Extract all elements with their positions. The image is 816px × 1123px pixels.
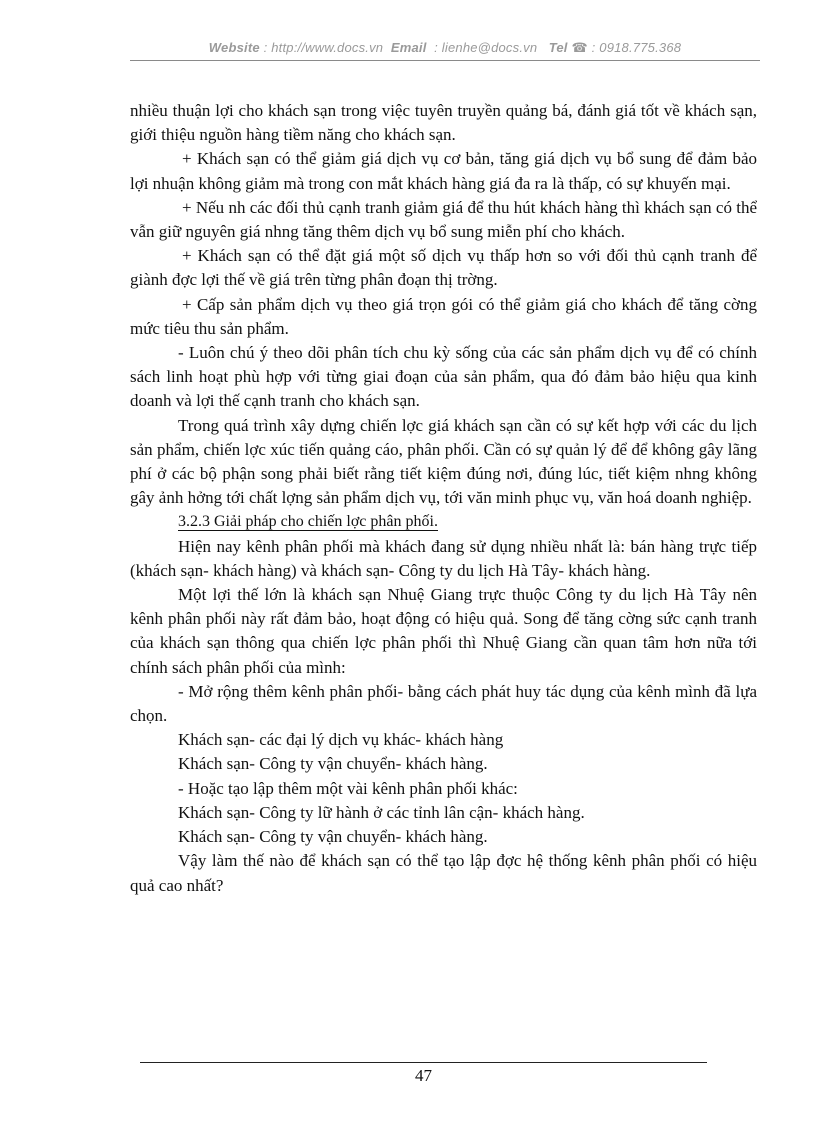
paragraph: + Nếu nh các đối thủ cạnh tranh giảm giá để thu hút khách hàng thì khách sạn có thể vẫn giữ nguyên giá nhng tăng thêm dịch vụ bổ sung miễn phí cho khách.	[130, 197, 757, 242]
paragraph: Khách sạn- các đại lý dịch vụ khác- khách hàng	[178, 730, 504, 750]
paragraph: - Mở rộng thêm kênh phân phối- bằng cách phát huy tác dụng của kênh mình đã lựa chọn.	[130, 681, 757, 726]
paragraph: - Luôn chú ý theo dõi phân tích chu kỳ sống của các sản phẩm dịch vụ để có chính sách linh hoạt phù hợp với từng giai đoạn của sản phẩm, qua đó đảm bảo hiệu qua kinh doanh và lợi thế cạnh tranh cho khách sạn.	[130, 343, 757, 411]
website-label: Website	[208, 40, 260, 55]
paragraph: Khách sạn- Công ty lữ hành ở các tỉnh lân cận- khách hàng.	[178, 802, 585, 822]
section-heading-text: 3.2.3 Giải pháp cho chiến lợc phân phối.	[178, 513, 438, 531]
paragraph: Một lợi thế lớn là khách sạn Nhuệ Giang trực thuộc Công ty du lịch Hà Tây nên kênh phân phối này rất đảm bảo, hoạt động có hiệu quả. Song để tăng cờng sức cạnh tranh của khách sạn thông qua chiến lợc phân phối thì Nhuệ Giang cần quan tâm hơn nữa tới chính sách phân phối của mình:	[130, 585, 757, 677]
footer-divider	[140, 1062, 707, 1063]
paragraph: + Khách sạn có thể đặt giá một số dịch vụ thấp hơn so với đối thủ cạnh tranh để giành đợc lợi thế về giá trên từng phân đoạn thị trờng.	[130, 246, 757, 290]
paragraph: - Hoặc tạo lập thêm một vài kênh phân phối khác:	[178, 778, 518, 798]
section-heading	[130, 510, 757, 534]
tel-number: ☎ : 0918.775.368	[571, 40, 682, 55]
page-header	[130, 40, 760, 56]
paragraph: Hiện nay kênh phân phối mà khách đang sử dụng nhiều nhất là: bán hàng trực tiếp (khách sạn- khách hàng) và khách sạn- Công ty du lịch Hà Tây- khách hàng.	[130, 536, 757, 580]
tel-label: Tel	[548, 40, 568, 55]
document-body	[130, 99, 757, 898]
header-divider	[130, 60, 760, 61]
paragraph: Trong quá trình xây dựng chiến lợc giá khách sạn cần có sự kết hợp với các du lịch sản phẩm, chiến lợc xúc tiến quảng cáo, phân phối. Cần có sự quản lý để để không gây lãng phí ở các bộ phận song phải biết rằng tiết kiệm đúng nơi, đúng lúc, tiết kiệm nhng không gây ảnh hởng tới chất lợng sản phẩm dịch vụ, tới văn minh phục vụ, văn hoá doanh nghiệp.	[130, 415, 757, 508]
paragraph: nhiều thuận lợi cho khách sạn trong việc tuyên truyền quảng bá, đánh giá tốt về khách sạn, giới thiệu nguồn hàng tiềm năng cho khách sạn.	[130, 101, 757, 145]
page-number: 47	[415, 1066, 432, 1085]
website-url: : http://www.docs.vn	[263, 40, 384, 55]
paragraph: Khách sạn- Công ty vận chuyển- khách hàng.	[178, 827, 488, 847]
paragraph: Khách sạn- Công ty vận chuyển- khách hàng.	[178, 754, 488, 774]
email-label: Email	[390, 40, 427, 55]
paragraph: Vậy làm thế nào để khách sạn có thể tạo lập đợc hệ thống kênh phân phối có hiệu quả cao nhất?	[130, 851, 757, 895]
paragraph: + Cấp sản phẩm dịch vụ theo giá trọn gói có thể giảm giá cho khách để tăng cờng mức tiêu thu sản phẩm.	[130, 294, 757, 338]
paragraph: + Khách sạn có thể giảm giá dịch vụ cơ bản, tăng giá dịch vụ bổ sung để đảm bảo lợi nhuận không giảm mà trong con mắt khách hàng giá đa ra là thấp, có sự khuyến mại.	[130, 149, 757, 193]
email-address: : lienhe@docs.vn	[434, 40, 538, 55]
